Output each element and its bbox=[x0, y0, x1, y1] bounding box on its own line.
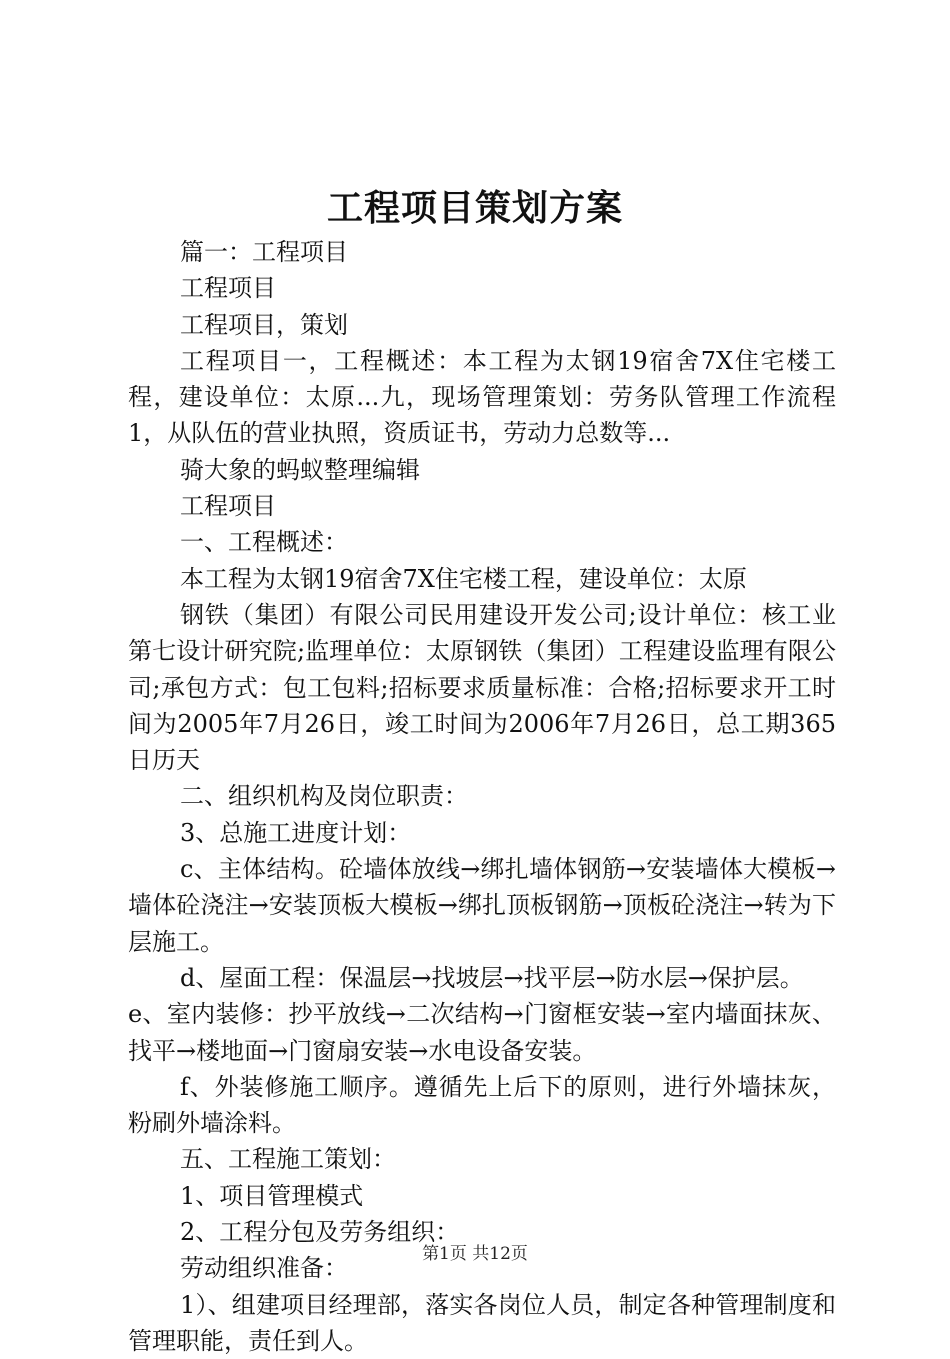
paragraph: d、屋面工程：保温层→找坡层→找平层→防水层→保护层。 bbox=[180, 963, 804, 992]
paragraph: 篇一：工程项目 bbox=[180, 238, 348, 266]
paragraph: 二、组织机构及岗位职责： bbox=[180, 782, 468, 811]
document-title: 工程项目策划方案 bbox=[326, 187, 623, 229]
paragraph: 劳动组织准备： bbox=[180, 1254, 348, 1283]
paragraph: 1）、组建项目经理部，落实各岗位人员，制定各种管理制度和管理职能，责任到人。 bbox=[128, 1290, 836, 1355]
page-footer: 第1页 共12页 bbox=[422, 1244, 528, 1264]
document-body bbox=[128, 234, 836, 1359]
paragraph: 3、总施工进度计划： bbox=[180, 818, 412, 847]
paragraph: 2、工程分包及劳务组织： bbox=[180, 1218, 460, 1247]
paragraph: f、外装修施工顺序。遵循先上后下的原则，进行外墙抹灰，粉刷外墙涂料。 bbox=[128, 1072, 836, 1138]
paragraph: 钢铁（集团）有限公司民用建设开发公司;设计单位：核工业第七设计研究院;监理单位：太原钢铁（集团）工程建设监理有限公司;承包方式：包工包料;招标要求质量标准：合格;招标要求开工时间为2005年7月26日，竣工时间为2006年7月26日，总工期365日历天 bbox=[128, 600, 836, 775]
paragraph: 工程项目 bbox=[180, 492, 276, 521]
paragraph: 工程项目，策划 bbox=[180, 310, 348, 339]
paragraph: 五、工程施工策划： bbox=[180, 1145, 396, 1174]
paragraph: 工程项目一，工程概述：本工程为太钢19宿舍7X住宅楼工程，建设单位：太原...九，现场管理策划：劳务队管理工作流程1，从队伍的营业执照，资质证书，劳动力总数等... bbox=[128, 346, 836, 448]
paragraph: 工程项目 bbox=[180, 274, 276, 303]
paragraph: 一、工程概述： bbox=[180, 528, 348, 557]
paragraph: 1、项目管理模式 bbox=[180, 1181, 364, 1210]
paragraph: e、室内装修：抄平放线→二次结构→门窗框安装→室内墙面抹灰、找平→楼地面→门窗扇安装→水电设备安装。 bbox=[128, 1000, 836, 1065]
paragraph: 骑大象的蚂蚁整理编辑 bbox=[180, 455, 420, 484]
paragraph: 本工程为太钢19宿舍7X住宅楼工程，建设单位：太原 bbox=[180, 564, 747, 593]
paragraph: c、主体结构。砼墙体放线→绑扎墙体钢筋→安装墙体大模板→墙体砼浇注→安装顶板大模板→绑扎顶板钢筋→顶板砼浇注→转为下层施工。 bbox=[128, 855, 836, 956]
